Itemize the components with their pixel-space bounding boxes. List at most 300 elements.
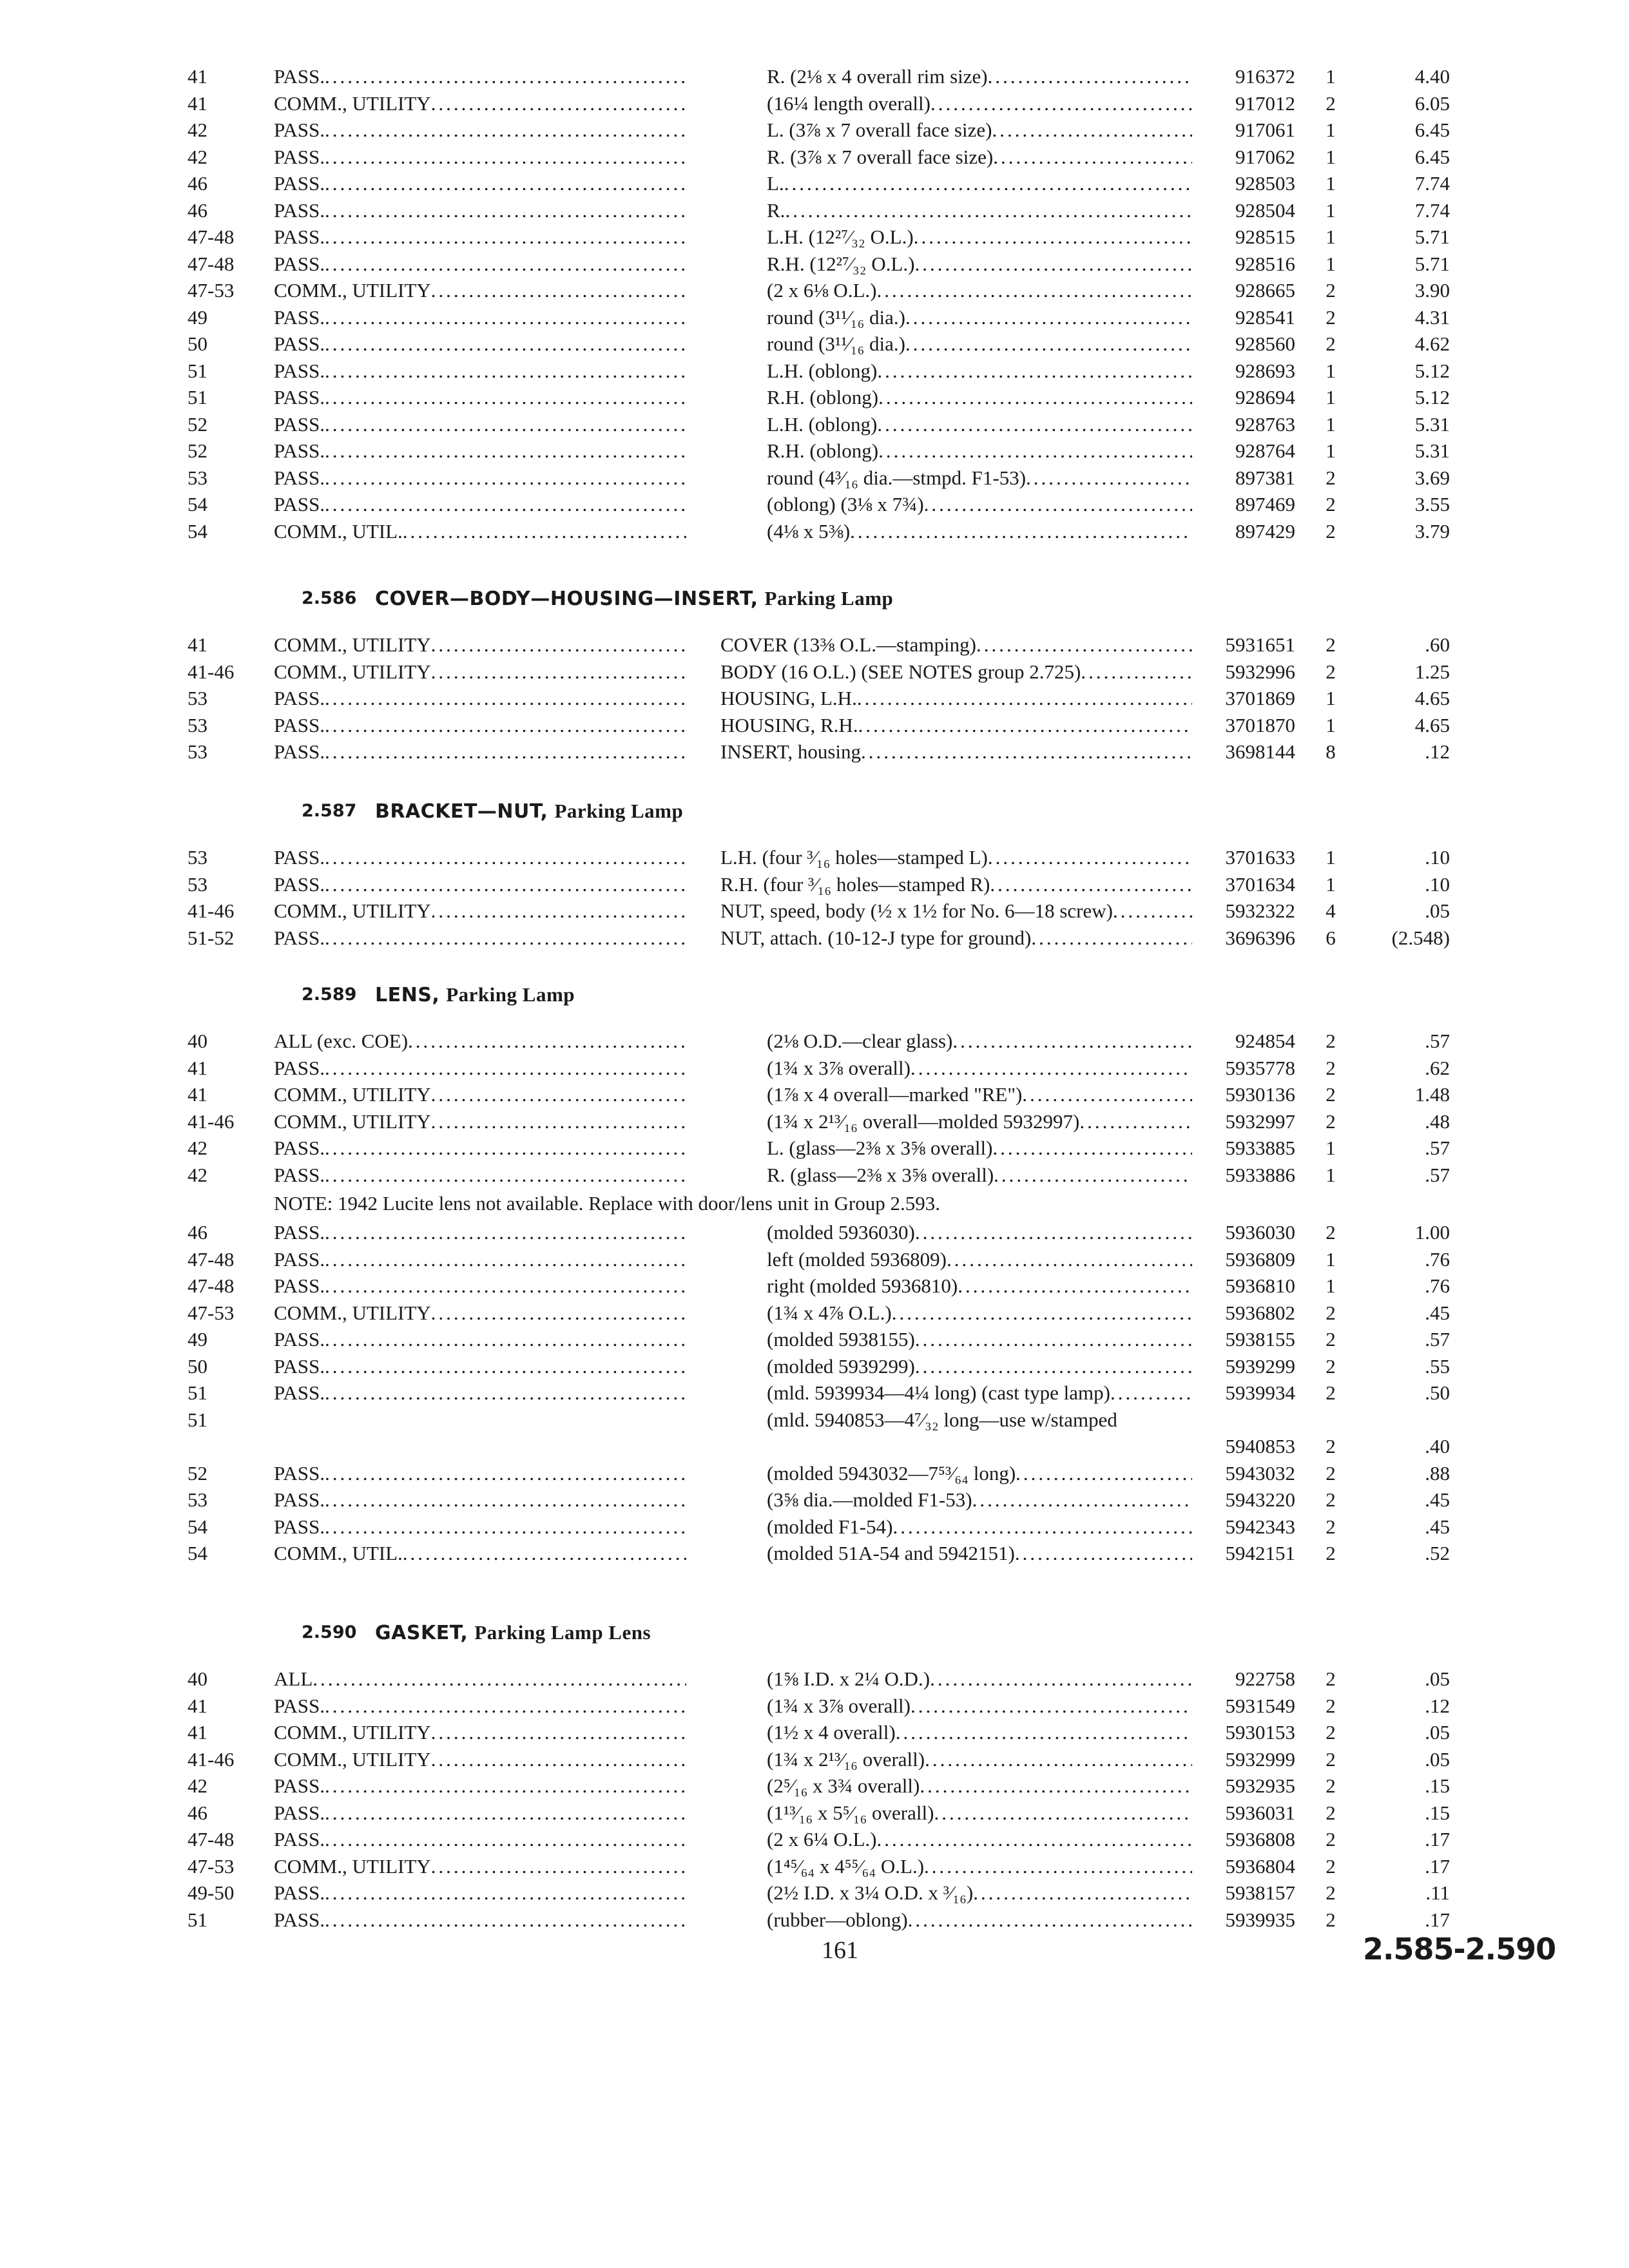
- description-text: NUT, attach. (10-12-J type for ground): [720, 926, 1032, 949]
- quantity-cell: 1: [1325, 846, 1336, 869]
- price-cell: .55: [1425, 1354, 1450, 1378]
- group-title-text: BRACKET—NUT,: [375, 800, 548, 823]
- dot-leader: [1031, 927, 1192, 949]
- dot-leader: [325, 1328, 686, 1350]
- table-row: [0, 437, 1629, 465]
- description-text: (mld. 5939934—4¼ long) (cast type lamp): [767, 1381, 1110, 1404]
- quantity-cell: 4: [1325, 899, 1336, 922]
- description-cell: [720, 658, 1192, 686]
- year-cell: 41-46: [188, 1747, 235, 1771]
- group-title: [375, 586, 893, 611]
- description-cell: [720, 685, 1192, 712]
- description-text: (molded 5938155): [767, 1328, 915, 1350]
- group-subtitle: Parking Lamp Lens: [474, 1621, 651, 1644]
- price-cell: 5.12: [1414, 386, 1450, 408]
- year-cell: 50: [188, 332, 207, 355]
- quantity-cell: 2: [1325, 1301, 1336, 1324]
- part-number-cell: 5932322: [1225, 899, 1295, 922]
- model-type-text: PASS.: [274, 145, 325, 168]
- model-type-text: PASS.: [274, 493, 325, 515]
- price-cell: .52: [1425, 1542, 1450, 1564]
- dot-leader: [1079, 1110, 1192, 1133]
- description-text: (2 x 6¼ O.L.): [767, 1828, 877, 1850]
- table-row: [0, 465, 1629, 492]
- group-title: [375, 799, 683, 824]
- dot-leader: [325, 740, 686, 763]
- model-type-text: PASS.: [274, 119, 325, 141]
- description-text: (2⅛ O.D.—clear glass): [767, 1030, 953, 1052]
- price-cell: .76: [1425, 1247, 1450, 1271]
- model-type-cell: [274, 1486, 686, 1514]
- part-number-cell: 5936810: [1225, 1274, 1295, 1297]
- price-cell: 5.31: [1414, 439, 1450, 462]
- part-number-cell: 5942151: [1225, 1542, 1295, 1564]
- model-type-text: PASS.: [274, 1137, 325, 1159]
- year-cell: 40: [188, 1030, 207, 1052]
- table-row: [0, 1219, 1629, 1246]
- model-type-text: COMM., UTILITY: [274, 279, 431, 302]
- description-cell: [767, 411, 1192, 438]
- description-cell: [767, 144, 1192, 171]
- table-row: [0, 712, 1629, 739]
- model-type-cell: [274, 304, 686, 331]
- model-type-cell: [274, 437, 686, 465]
- table-row: [0, 1379, 1629, 1407]
- description-text: (molded F1-54): [767, 1515, 893, 1538]
- dot-leader: [325, 439, 686, 462]
- quantity-cell: 2: [1325, 1435, 1336, 1457]
- table-row: [0, 658, 1629, 686]
- part-number-cell: 3701870: [1225, 713, 1295, 736]
- table-row: [0, 925, 1629, 952]
- part-number-cell: 928541: [1235, 305, 1295, 329]
- dot-leader: [325, 65, 686, 88]
- table-row: [0, 1353, 1629, 1380]
- model-type-cell: [274, 1353, 686, 1380]
- dot-leader: [878, 439, 1192, 462]
- description-cell: [767, 358, 1192, 385]
- description-text: (2½ I.D. x 3¼ O.D. x ³⁄₁₆): [767, 1881, 974, 1904]
- description-text: R.: [767, 198, 786, 222]
- price-cell: 5.12: [1414, 359, 1450, 382]
- dot-leader: [325, 1802, 686, 1824]
- dot-leader: [431, 92, 686, 115]
- dot-leader: [994, 1164, 1192, 1186]
- quantity-cell: 1: [1325, 359, 1336, 382]
- year-cell: 54: [188, 1542, 207, 1564]
- price-cell: 5.71: [1414, 252, 1450, 275]
- table-row: [0, 898, 1629, 925]
- quantity-cell: 2: [1325, 1110, 1336, 1133]
- table-row: [0, 631, 1629, 658]
- dot-leader: [325, 493, 686, 515]
- dot-leader: [850, 520, 1192, 543]
- description-text: L. (3⅞ x 7 overall face size): [767, 119, 992, 141]
- model-type-text: COMM., UTIL.: [274, 1542, 403, 1564]
- model-type-cell: [274, 1300, 686, 1327]
- price-cell: 4.40: [1414, 65, 1450, 88]
- price-cell: (2.548): [1391, 926, 1450, 949]
- dot-leader: [325, 306, 686, 329]
- description-cell: [767, 197, 1192, 224]
- dot-leader: [325, 927, 686, 949]
- table-row: [0, 1540, 1629, 1567]
- part-number-cell: 928693: [1235, 359, 1295, 382]
- model-type-cell: [274, 224, 686, 251]
- model-type-cell: [274, 738, 686, 765]
- dot-leader: [925, 1748, 1192, 1771]
- model-type-cell: [274, 197, 686, 224]
- model-type-text: PASS.: [274, 1381, 325, 1404]
- description-cell: [767, 251, 1192, 278]
- model-type-text: PASS.: [274, 846, 325, 869]
- price-cell: 4.31: [1414, 305, 1450, 329]
- description-cell: [767, 1460, 1192, 1487]
- description-cell: [767, 1162, 1192, 1189]
- dot-leader: [905, 306, 1192, 329]
- description-text: (oblong) (3⅛ x 7¾): [767, 493, 924, 515]
- table-row: [0, 1826, 1629, 1853]
- year-cell: 47-48: [188, 1274, 235, 1297]
- dot-leader: [930, 1667, 1192, 1690]
- year-cell: 52: [188, 439, 207, 462]
- price-cell: 4.65: [1414, 713, 1450, 736]
- part-number-cell: 3701634: [1225, 872, 1295, 896]
- model-type-cell: [274, 1162, 686, 1189]
- dot-leader: [972, 1488, 1192, 1511]
- quantity-cell: 2: [1325, 1030, 1336, 1052]
- dot-leader: [876, 1828, 1192, 1850]
- description-cell: [767, 1055, 1192, 1082]
- quantity-cell: 1: [1325, 1137, 1336, 1159]
- model-type-text: PASS.: [274, 1461, 325, 1485]
- part-number-cell: 5935778: [1225, 1056, 1295, 1079]
- part-number-cell: 3698144: [1225, 740, 1295, 763]
- dot-leader: [325, 1515, 686, 1538]
- dot-leader: [325, 1462, 686, 1485]
- year-cell: 54: [188, 493, 207, 515]
- section-2587: [0, 799, 1629, 951]
- year-cell: 51: [188, 1408, 207, 1431]
- year-cell: 47-53: [188, 279, 235, 302]
- model-type-cell: [274, 358, 686, 385]
- model-type-text: PASS.: [274, 226, 325, 248]
- description-text: (1⁴⁵⁄₆₄ x 4⁵⁵⁄₆₄ O.L.): [767, 1854, 925, 1878]
- part-number-cell: 5942343: [1225, 1515, 1295, 1538]
- dot-leader: [908, 1908, 1192, 1931]
- dot-leader: [1081, 660, 1192, 683]
- description-cell: [720, 898, 1192, 925]
- quantity-cell: 8: [1325, 740, 1336, 763]
- price-cell: .05: [1425, 1747, 1450, 1771]
- table-row: [0, 1486, 1629, 1514]
- quantity-cell: 1: [1325, 412, 1336, 436]
- dot-leader: [915, 1328, 1192, 1350]
- description-cell: [720, 631, 1192, 658]
- dot-leader: [325, 199, 686, 222]
- description-cell: [767, 304, 1192, 331]
- part-number-cell: 5932996: [1225, 660, 1295, 683]
- model-type-cell: [274, 1326, 686, 1353]
- description-text: round (4³⁄₁₆ dia.—stmpd. F1-53): [767, 466, 1027, 489]
- part-number-cell: 5938155: [1225, 1328, 1295, 1350]
- description-cell: [767, 1108, 1192, 1135]
- model-type-text: PASS.: [274, 1488, 325, 1511]
- year-cell: 41: [188, 91, 207, 115]
- dot-leader: [431, 279, 686, 302]
- part-number-cell: 924854: [1235, 1030, 1295, 1052]
- description-cell: [767, 1081, 1192, 1108]
- year-cell: 41: [188, 1083, 207, 1106]
- description-text: L.H. (oblong): [767, 412, 878, 436]
- part-number-cell: 5936031: [1225, 1801, 1295, 1824]
- part-number-cell: 5936802: [1225, 1301, 1295, 1324]
- part-number-cell: 922758: [1235, 1667, 1295, 1690]
- description-text: (molded 5943032—7⁵³⁄₆₄ long): [767, 1461, 1016, 1485]
- model-type-cell: [274, 1746, 686, 1773]
- price-cell: .48: [1425, 1110, 1450, 1133]
- quantity-cell: 2: [1325, 1328, 1336, 1350]
- group-subtitle: Parking Lamp: [554, 800, 684, 822]
- quantity-cell: 1: [1325, 872, 1336, 896]
- description-cell: [720, 925, 1192, 952]
- part-number-cell: 5938157: [1225, 1881, 1295, 1904]
- price-cell: .17: [1425, 1908, 1450, 1931]
- model-type-text: PASS.: [274, 412, 325, 436]
- group-title-text: LENS,: [375, 984, 440, 1006]
- quantity-cell: 2: [1325, 279, 1336, 302]
- model-type-text: PASS.: [274, 1515, 325, 1538]
- year-cell: 47-48: [188, 1247, 235, 1271]
- part-number-cell: 5940853: [1225, 1435, 1295, 1457]
- description-text: HOUSING, R.H.: [720, 713, 858, 736]
- table-row: [0, 304, 1629, 331]
- model-type-text: PASS.: [274, 926, 325, 949]
- model-type-text: COMM., UTILITY: [274, 1083, 431, 1106]
- price-cell: .05: [1425, 899, 1450, 922]
- price-cell: .60: [1425, 633, 1450, 656]
- dot-leader: [911, 1695, 1192, 1717]
- model-type-cell: [274, 871, 686, 898]
- quantity-cell: 2: [1325, 1747, 1336, 1771]
- year-cell: 41-46: [188, 899, 235, 922]
- model-type-cell: [274, 1135, 686, 1162]
- table-row: [0, 1773, 1629, 1800]
- part-number-cell: 928503: [1235, 172, 1295, 195]
- description-text: round (3¹¹⁄₁₆ dia.): [767, 305, 905, 329]
- dot-leader: [1110, 1381, 1192, 1404]
- description-cell: [767, 1907, 1192, 1934]
- quantity-cell: 2: [1325, 1542, 1336, 1564]
- description-cell: [767, 90, 1192, 117]
- year-cell: 46: [188, 198, 207, 222]
- table-row: [0, 738, 1629, 765]
- model-type-text: COMM., UTILITY: [274, 91, 431, 115]
- model-type-cell: [274, 491, 686, 518]
- model-type-text: PASS.: [274, 466, 325, 489]
- dot-leader: [892, 1515, 1192, 1538]
- group-title-text: COVER—BODY—HOUSING—INSERT,: [375, 588, 758, 610]
- model-type-cell: [274, 465, 686, 492]
- table-row: [0, 1300, 1629, 1327]
- table-row: [0, 117, 1629, 144]
- description-cell: [767, 465, 1192, 492]
- description-text: (1¾ x 2¹³⁄₁₆ overall—molded 5932997): [767, 1110, 1080, 1133]
- model-type-text: PASS.: [274, 1774, 325, 1797]
- price-cell: .76: [1425, 1274, 1450, 1297]
- model-type-cell: [274, 518, 686, 545]
- model-type-text: PASS.: [274, 713, 325, 736]
- table-row: [0, 1907, 1629, 1934]
- quantity-cell: 1: [1325, 439, 1336, 462]
- quantity-cell: 2: [1325, 1488, 1336, 1511]
- dot-leader: [431, 1748, 686, 1771]
- table-row: [0, 1693, 1629, 1720]
- model-type-cell: [274, 898, 686, 925]
- description-cell: [767, 1219, 1192, 1246]
- part-number-cell: 5943032: [1225, 1461, 1295, 1485]
- dot-leader: [325, 714, 686, 736]
- dot-leader: [325, 386, 686, 408]
- model-type-cell: [274, 277, 686, 304]
- part-number-cell: 3701633: [1225, 846, 1295, 869]
- price-cell: 1.48: [1414, 1083, 1450, 1106]
- model-type-cell: [274, 1879, 686, 1907]
- model-type-cell: [274, 1693, 686, 1720]
- description-text: (2⁵⁄₁₆ x 3¾ overall): [767, 1774, 920, 1797]
- dot-leader: [403, 1542, 686, 1564]
- price-cell: 1.00: [1414, 1221, 1450, 1244]
- description-text: L.: [767, 172, 784, 195]
- table-row: [0, 1746, 1629, 1773]
- description-text: (2 x 6⅛ O.L.): [767, 279, 877, 302]
- model-type-text: COMM., UTILITY: [274, 899, 431, 922]
- description-text: right (molded 5936810): [767, 1274, 958, 1297]
- description-text: INSERT, housing: [720, 740, 862, 763]
- group-subtitle: Parking Lamp: [446, 983, 575, 1006]
- part-number-cell: 928515: [1235, 226, 1295, 248]
- quantity-cell: 2: [1325, 1828, 1336, 1850]
- description-text: BODY (16 O.L.) (SEE NOTES group 2.725): [720, 660, 1081, 683]
- quantity-cell: 1: [1325, 198, 1336, 222]
- quantity-cell: 2: [1325, 1721, 1336, 1744]
- table-row: [0, 170, 1629, 197]
- model-type-cell: [274, 1907, 686, 1934]
- model-type-text: PASS.: [274, 1163, 325, 1186]
- group-title: [375, 1620, 651, 1646]
- table-row: [0, 491, 1629, 518]
- quantity-cell: 2: [1325, 1056, 1336, 1079]
- year-cell: 41-46: [188, 1110, 235, 1133]
- price-cell: .11: [1425, 1881, 1450, 1904]
- dot-leader: [431, 1721, 686, 1744]
- table-row: [0, 1719, 1629, 1746]
- quantity-cell: 1: [1325, 65, 1336, 88]
- table-row: [0, 1273, 1629, 1300]
- dot-leader: [988, 65, 1192, 88]
- description-cell: [767, 117, 1192, 144]
- table-row: [0, 411, 1629, 438]
- quantity-cell: 2: [1325, 305, 1336, 329]
- description-cell: [767, 1028, 1192, 1055]
- model-type-text: PASS.: [274, 359, 325, 382]
- description-cell: [767, 437, 1192, 465]
- table-row: [0, 1135, 1629, 1162]
- model-type-cell: [274, 1108, 686, 1135]
- description-cell: [767, 1514, 1192, 1541]
- description-text: COVER (13⅜ O.L.—stamping): [720, 633, 976, 656]
- dot-leader: [325, 1828, 686, 1850]
- year-cell: 41: [188, 1694, 207, 1717]
- part-number-cell: 928665: [1235, 279, 1295, 302]
- dot-leader: [325, 172, 686, 195]
- quantity-cell: 1: [1325, 172, 1336, 195]
- model-type-text: PASS.: [274, 1247, 325, 1271]
- table-row: [0, 1666, 1629, 1693]
- price-cell: .17: [1425, 1828, 1450, 1850]
- price-cell: 4.62: [1414, 332, 1450, 355]
- price-cell: .10: [1425, 872, 1450, 896]
- part-number-cell: 5930136: [1225, 1083, 1295, 1106]
- model-type-text: PASS.: [274, 872, 325, 896]
- description-cell: [767, 1800, 1192, 1827]
- quantity-cell: 1: [1325, 226, 1336, 248]
- quantity-cell: 2: [1325, 1515, 1336, 1538]
- price-cell: .05: [1425, 1667, 1450, 1690]
- dot-leader: [992, 1137, 1192, 1159]
- table-row: [0, 871, 1629, 898]
- dot-leader: [325, 1137, 686, 1159]
- year-cell: 53: [188, 846, 207, 869]
- price-cell: .62: [1425, 1056, 1450, 1079]
- dot-leader: [325, 1221, 686, 1244]
- part-number-cell: 897429: [1235, 519, 1295, 543]
- quantity-cell: 2: [1325, 1908, 1336, 1931]
- model-type-text: PASS.: [274, 740, 325, 763]
- description-text: R.H. (four ³⁄₁₆ holes—stamped R): [720, 872, 990, 896]
- description-cell: [767, 1773, 1192, 1800]
- year-cell: 52: [188, 412, 207, 436]
- model-type-cell: [274, 1826, 686, 1853]
- model-type-text: ALL (exc. COE): [274, 1030, 409, 1052]
- model-type-cell: [274, 1460, 686, 1487]
- model-type-cell: [274, 63, 686, 90]
- part-number-cell: 5932935: [1225, 1774, 1295, 1797]
- price-cell: 3.90: [1414, 279, 1450, 302]
- group-subtitle: Parking Lamp: [764, 587, 894, 610]
- dot-leader: [914, 253, 1192, 275]
- part-number-cell: 917012: [1235, 91, 1295, 115]
- year-cell: 49-50: [188, 1881, 235, 1904]
- model-type-cell: [274, 1800, 686, 1827]
- description-text: (1¾ x 4⅞ O.L.): [767, 1301, 892, 1324]
- model-type-text: PASS.: [274, 1056, 325, 1079]
- description-cell: [767, 1135, 1192, 1162]
- description-cell: [767, 1719, 1192, 1746]
- part-number-cell: 3696396: [1225, 926, 1295, 949]
- dot-leader: [403, 520, 686, 543]
- description-text: (1¾ x 2¹³⁄₁₆ overall): [767, 1747, 925, 1771]
- section-heading: [0, 799, 1629, 844]
- dot-leader: [920, 1774, 1192, 1797]
- model-type-text: PASS.: [274, 1354, 325, 1378]
- year-cell: 46: [188, 1221, 207, 1244]
- model-type-text: COMM., UTILITY: [274, 660, 431, 683]
- year-cell: 47-53: [188, 1301, 235, 1324]
- dot-leader: [952, 1030, 1192, 1052]
- dot-leader: [934, 1802, 1192, 1824]
- dot-leader: [325, 1355, 686, 1378]
